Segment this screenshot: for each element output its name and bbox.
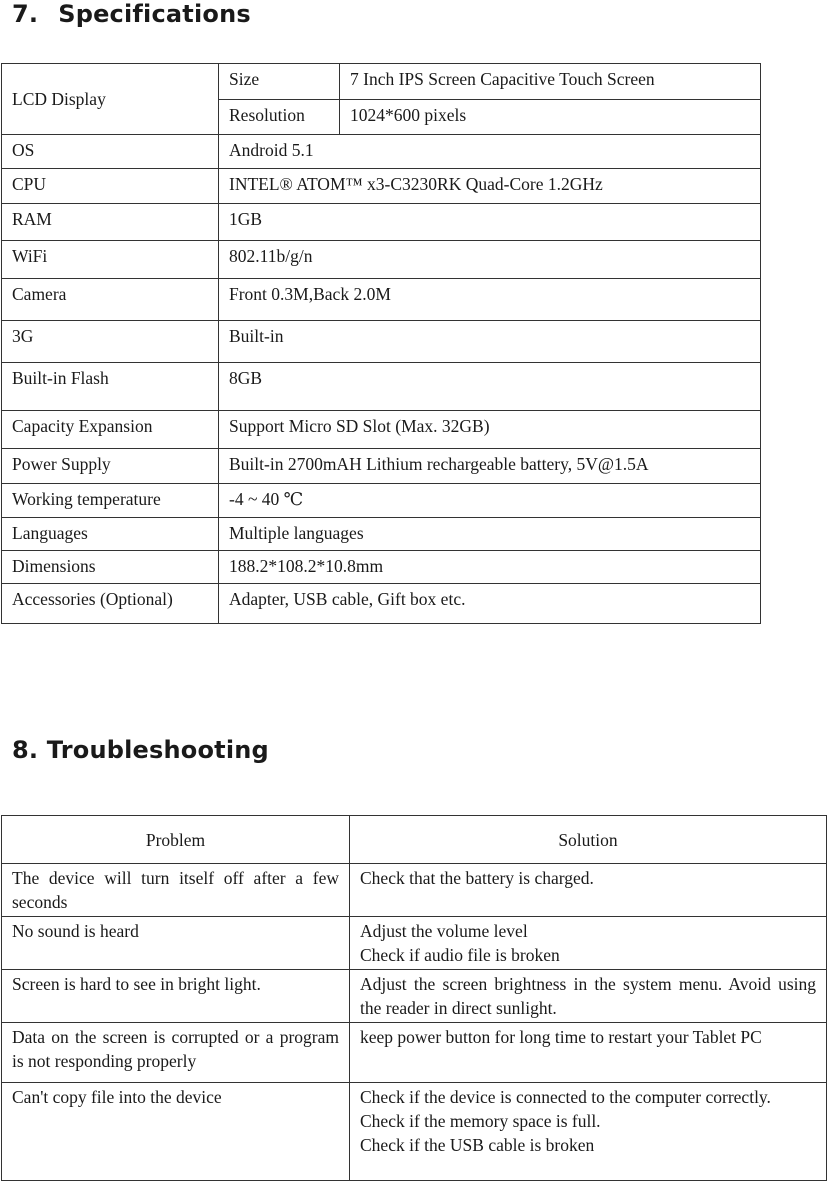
- solution-cell: [350, 970, 827, 1023]
- spec-value: Built-in 2700mAH Lithium rechargeable battery, 5V@1.5A: [219, 449, 761, 484]
- table-row: [2, 1023, 827, 1083]
- spec-label: LCD Display: [2, 64, 219, 135]
- spec-value: Multiple languages: [219, 518, 761, 551]
- troubleshooting-heading: [12, 736, 269, 764]
- spec-label: Dimensions: [2, 551, 219, 584]
- specifications-table: [1, 63, 761, 624]
- table-row: [2, 970, 827, 1023]
- solution-line: Check if the memory space is full.: [360, 1111, 601, 1131]
- section-number: 8.: [12, 736, 39, 764]
- table-row: [2, 241, 761, 279]
- table-row: [2, 518, 761, 551]
- spec-label: Built-in Flash: [2, 363, 219, 411]
- spec-label: OS: [2, 135, 219, 169]
- spec-sublabel: Resolution: [219, 100, 340, 135]
- spec-label: WiFi: [2, 241, 219, 279]
- problem-cell: Screen is hard to see in bright light.: [2, 970, 350, 1023]
- specifications-heading: [12, 0, 251, 28]
- spec-value: 188.2*108.2*10.8mm: [219, 551, 761, 584]
- troubleshooting-table: [1, 815, 827, 1181]
- table-row: [2, 64, 761, 100]
- table-row: [2, 551, 761, 584]
- spec-label: Accessories (Optional): [2, 584, 219, 624]
- spec-label: Power Supply: [2, 449, 219, 484]
- table-row: [2, 363, 761, 411]
- solution-cell: [350, 917, 827, 970]
- table-header-row: [2, 816, 827, 864]
- spec-label: Languages: [2, 518, 219, 551]
- table-row: [2, 584, 761, 624]
- solution-line: Adjust the screen brightness in the system menu. Avoid using the reader in direct sunlight.: [360, 974, 816, 1018]
- column-header-solution: Solution: [350, 816, 827, 864]
- table-row: [2, 449, 761, 484]
- spec-value: 802.11b/g/n: [219, 241, 761, 279]
- spec-value: 8GB: [219, 363, 761, 411]
- solution-line: Check if the device is connected to the computer correctly.: [360, 1087, 771, 1107]
- spec-value: 1024*600 pixels: [340, 100, 761, 135]
- solution-line: Check that the battery is charged.: [360, 868, 594, 888]
- solution-line: Adjust the volume level: [360, 921, 528, 941]
- spec-value: Front 0.3M,Back 2.0M: [219, 279, 761, 321]
- spec-label: Working temperature: [2, 484, 219, 518]
- spec-value: INTEL® ATOM™ x3-C3230RK Quad-Core 1.2GHz: [219, 169, 761, 204]
- spec-value: 1GB: [219, 204, 761, 241]
- spec-label: Capacity Expansion: [2, 411, 219, 449]
- spec-value: Support Micro SD Slot (Max. 32GB): [219, 411, 761, 449]
- spec-label: 3G: [2, 321, 219, 363]
- table-row: [2, 411, 761, 449]
- column-header-problem: Problem: [2, 816, 350, 864]
- table-row: [2, 484, 761, 518]
- table-row: [2, 279, 761, 321]
- solution-cell: [350, 1023, 827, 1083]
- table-row: [2, 321, 761, 363]
- solution-cell: [350, 1083, 827, 1181]
- spec-label: Camera: [2, 279, 219, 321]
- spec-value: -4 ~ 40 ℃: [219, 484, 761, 518]
- solution-line: Check if the USB cable is broken: [360, 1135, 595, 1155]
- table-row: [2, 1083, 827, 1181]
- table-row: [2, 169, 761, 204]
- spec-label: CPU: [2, 169, 219, 204]
- spec-value: Built-in: [219, 321, 761, 363]
- spec-value: 7 Inch IPS Screen Capacitive Touch Screen: [340, 64, 761, 100]
- solution-cell: [350, 864, 827, 917]
- spec-value: Android 5.1: [219, 135, 761, 169]
- section-title: Troubleshooting: [46, 736, 269, 764]
- table-row: [2, 135, 761, 169]
- spec-sublabel: Size: [219, 64, 340, 100]
- problem-cell: The device will turn itself off after a few seconds: [2, 864, 350, 917]
- section-number: 7.: [12, 0, 39, 28]
- table-row: [2, 917, 827, 970]
- table-row: [2, 204, 761, 241]
- spec-label: RAM: [2, 204, 219, 241]
- table-row: [2, 864, 827, 917]
- solution-line: keep power button for long time to restart your Tablet PC: [360, 1027, 762, 1047]
- problem-cell: No sound is heard: [2, 917, 350, 970]
- spec-value: Adapter, USB cable, Gift box etc.: [219, 584, 761, 624]
- problem-cell: Can't copy file into the device: [2, 1083, 350, 1181]
- solution-line: Check if audio file is broken: [360, 945, 560, 965]
- problem-cell: Data on the screen is corrupted or a program is not responding properly: [2, 1023, 350, 1083]
- section-title: Specifications: [58, 0, 251, 28]
